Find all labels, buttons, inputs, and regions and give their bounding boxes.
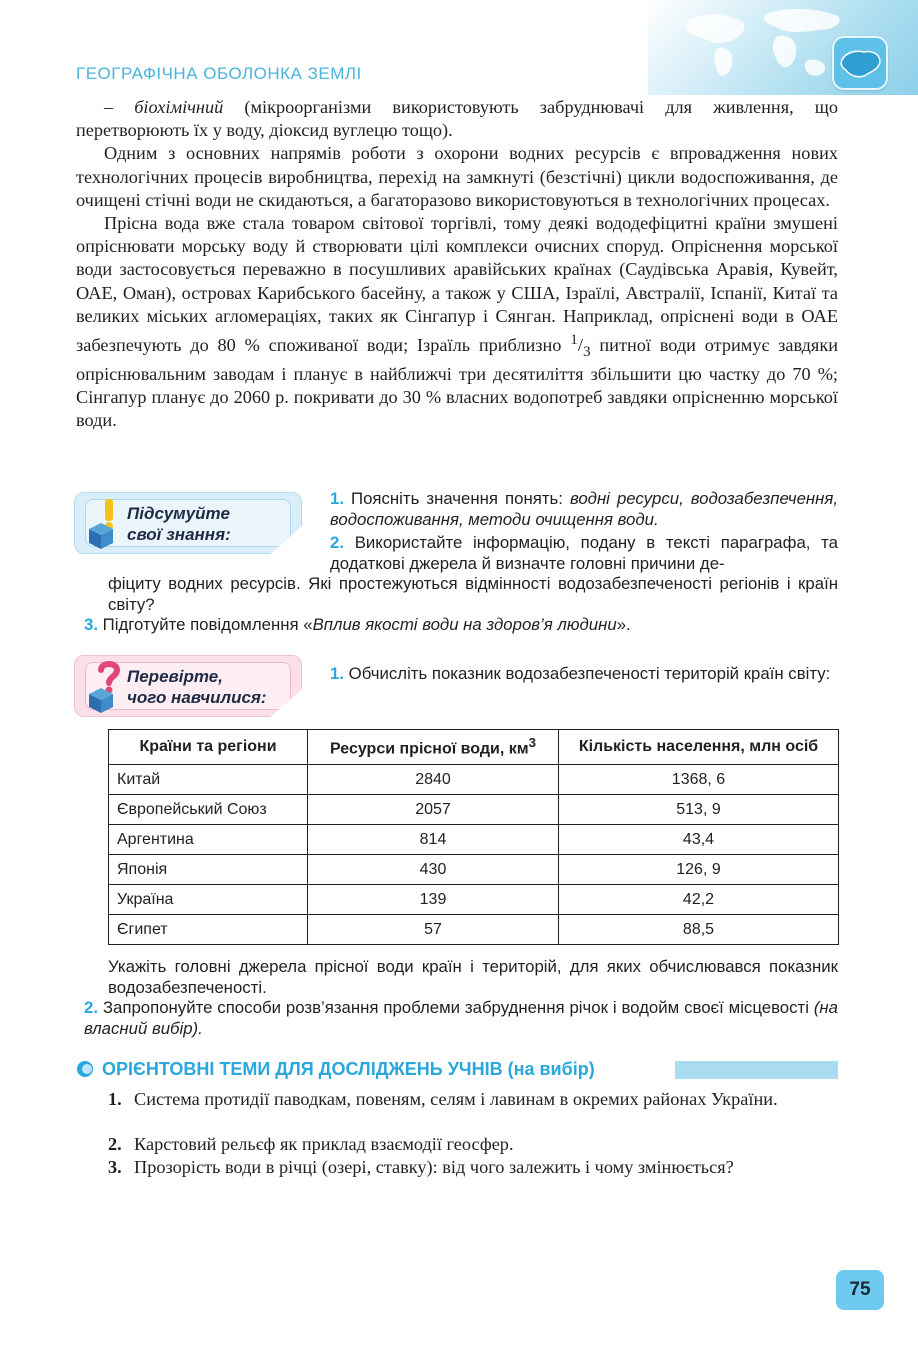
table-cell-population: 43,4 [559,825,839,855]
research-list-item [108,1133,838,1156]
table-cell-resources: 2840 [308,765,559,795]
table-cell-population: 88,5 [559,915,839,945]
running-head: ГЕОГРАФІЧНА ОБОЛОНКА ЗЕМЛІ [76,64,362,83]
check-badge-line-1: Перевірте, [127,667,223,686]
table-row [109,795,839,825]
summarize-task-1-terms: водні ресурси, водозабезпечення, водоспоживання, методи очищення води. [330,489,838,529]
intro-term: біохімічний [134,97,224,117]
intro-paragraph-1-text: (мікроорганізми використовують забруднювачі для живлення, що перетворюють їх у воду, діоксид вуглецю тощо). [76,97,838,141]
summarize-task-3-number: 3. [84,615,98,634]
table-row [109,855,839,885]
intro-paragraph-2: Одним з основних напрямів роботи з охорони водних ресурсів є впровадження нових технологічних процесів виробництва, перехід на замкнуті (безстічні) цикли водоспоживання, де очищені стічні води не скидаються, а багаторазово використовуються в технологічних процесах. [76,143,838,210]
table-cell-country: Китай [109,765,308,795]
research-list-item [108,1156,838,1179]
check-task-1-number: 1. [330,664,344,683]
check-task-2-text: Запропонуйте способи розв’язання проблеми забруднення річок і водойм своєї місцевості [98,998,814,1017]
check-task-2 [84,998,838,1039]
table-cell-country: Єгипет [109,915,308,945]
cube-exclamation-icon [83,497,129,551]
summarize-task-2-number: 2. [330,533,344,552]
table-cell-resources: 430 [308,855,559,885]
cube-question-icon [83,660,129,714]
research-list-item [108,1088,838,1111]
research-bullet-icon [76,1060,94,1078]
table-header-resources-text: Ресурси прісної води, км [330,740,529,758]
table-cell-resources: 139 [308,885,559,915]
table-cell-country: Україна [109,885,308,915]
page-fold-icon [269,688,303,718]
summarize-badge-line-2: свої знання: [127,525,231,544]
summarize-task-2 [330,533,838,574]
table-row [109,915,839,945]
page-fold-icon [269,525,303,555]
research-item-number: 3. [108,1157,122,1177]
page-number: 75 [836,1270,884,1310]
table-row [109,825,839,855]
research-topics-heading: ОРІЄНТОВНІ ТЕМИ ДЛЯ ДОСЛІДЖЕНЬ УЧНІВ (на вибір) [102,1059,595,1079]
table-cell-population: 126, 9 [559,855,839,885]
table-cell-resources: 57 [308,915,559,945]
table-row [109,885,839,915]
summarize-badge [74,492,302,554]
check-badge-line-2: чого навчилися: [127,688,267,707]
table-header-population: Кількість населення, млн осіб [559,730,839,765]
summarize-task-3-text: Підготуйте повідомлення « [98,615,313,634]
table-cell-resources: 814 [308,825,559,855]
table-cell-country: Європейський Союз [109,795,308,825]
check-badge [74,655,302,717]
water-resources-table [108,729,839,945]
summarize-task-3-end: ». [616,615,631,634]
table-cell-population: 513, 9 [559,795,839,825]
research-item-text: Прозорість води в річці (озері, ставку): від чого залежить і чому змінюється? [134,1157,734,1177]
table-cell-country: Японія [109,855,308,885]
check-task-2-note: (на власний вибір). [84,998,838,1038]
table-cell-population: 1368, 6 [559,765,839,795]
check-after-table-text: Укажіть головні джерела прісної води країн і територій, для яких обчислювався показник водозабезпеченості. [108,957,838,997]
summarize-task-1-text: Поясніть значення понять: [344,489,570,508]
intro-paragraph-3: Прісна вода вже стала товаром світової торгівлі, тому деякі вододефіцитні країни змушені опріснювати морську воду й створювати цілі комплекси очисних споруд. Опріснення морської води застосовується переважно в посушливих аравійських країнах (Саудівська Аравія, Кувейт, ОАЕ, Оман), островах Карибського басейну, а також у США, Ізраїлі, Австралії, Іспанії, Китаї та великих міських агломераціях, таких як Сінгапур і Сянган. Наприклад, опріснені води в ОАЕ забезпечують до 80 % споживаної води; Ізраїль приблизно $^1/_3$ питної води отримує завдяки опріснювальним заводам і планує в найближчі три десятиліття збільшити цю частку до 70 %; Сінгапур планує до 2060 р. покривати до 30 % власних водопотреб завдяки опрісненню морської води. [76,213,838,431]
summarize-task-2-text-a: Використайте інформацію, подану в тексті параграфа, та додаткові джерела й визначте головні причини де- [330,533,838,573]
check-task-1 [330,664,838,685]
table-header-resources [308,730,559,765]
table-header-row [109,730,839,765]
table-header-resources-sup: 3 [528,735,536,751]
summarize-badge-label [127,503,231,545]
summarize-task-1 [330,489,838,530]
intro-paragraph-1: – біохімічний (мікроорганізми використовують забруднювачі для живлення, що перетворюють їх у воду, діоксид вуглецю тощо). [76,97,838,141]
research-item-text: Система протидії паводкам, повеням, селям і лавинам в окремих районах України. [134,1089,778,1109]
summarize-task-1-number: 1. [330,489,344,508]
fraction-denominator: 3 [582,342,591,360]
intro-paragraph-3-part-b: питної води отримує завдяки опріснювальним заводам і планує в найближчі три десятиліття збільшити цю частку до 70 %; Сінгапур планує до 2060 р. покривати до 30 % власних водопотреб завдяки опрісненню морської води. [76,335,838,431]
table-cell-population: 42,2 [559,885,839,915]
check-task-1-text: Обчисліть показник водозабезпеченості територій країн світу: [344,664,831,683]
table-row [109,765,839,795]
summarize-task-3 [84,615,838,636]
research-item-number: 1. [108,1089,122,1109]
intro-paragraph-3-part-a: Прісна вода вже стала товаром світової торгівлі, тому деякі вододефіцитні країни змушені опріснювати морську воду й створювати цілі комплекси очисних споруд. Опріснення морської води застосовується переважно в посушливих аравійських країнах (Саудівська Аравія, Кувейт, ОАЕ, Оман), островах Карибського басейну, а також у США, Ізраїлі, Австралії, Іспанії, Китаї та великих міських агломераціях, таких як Сінгапур і Сянган. Наприклад, опріснені води в ОАЕ забезпечують до 80 % споживаної води; Ізраїль приблизно [76,213,838,356]
summarize-badge-line-1: Підсумуйте [127,504,230,523]
intro-text [76,96,838,433]
check-badge-label [127,666,267,708]
research-heading-bar [675,1061,838,1079]
fraction-numerator: 1 [570,331,578,349]
check-task-2-number: 2. [84,998,98,1017]
summarize-task-2-continued: фіциту водних ресурсів. Які простежуються відмінності водозабезпеченості регіонів і країн світу? [108,574,838,614]
research-item-number: 2. [108,1134,122,1154]
table-header-country: Країни та регіони [109,730,308,765]
table-cell-country: Аргентина [109,825,308,855]
ukraine-map-icon [832,36,888,90]
research-item-text: Карстовий рельєф як приклад взаємодії геосфер. [134,1134,514,1154]
table-cell-resources: 2057 [308,795,559,825]
summarize-task-3-topic: Вплив якості води на здоров’я людини [312,615,617,634]
